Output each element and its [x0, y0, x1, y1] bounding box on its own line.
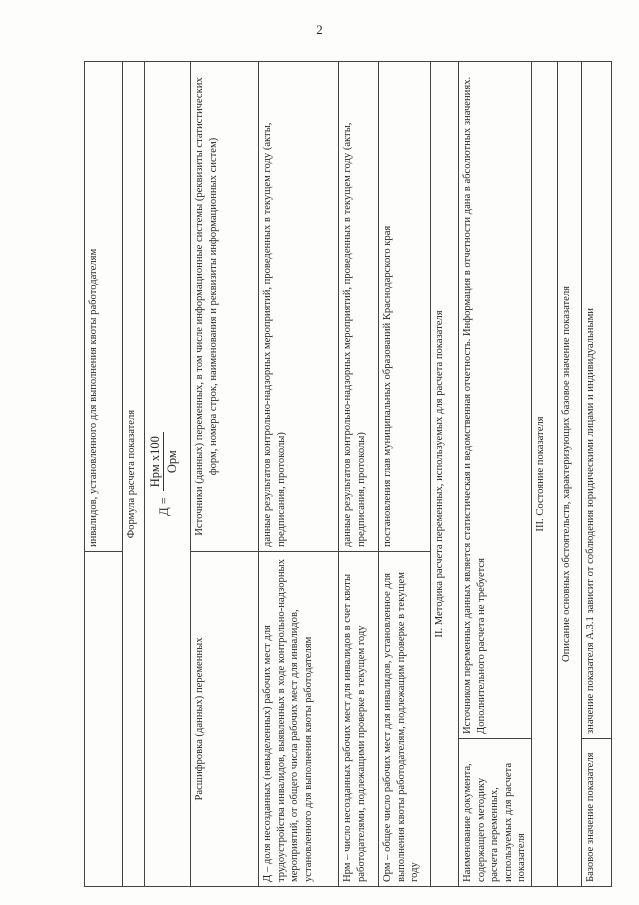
section-2-title: II. Методика расчета переменных, используемых для расчета показателя — [431, 62, 459, 887]
table-row — [581, 62, 611, 887]
formula-header: Формула расчета показателя — [123, 62, 145, 887]
table-row — [557, 62, 581, 887]
formula-lhs: Д = — [156, 497, 171, 516]
table-row — [431, 62, 459, 887]
var-desc: Д – доля несозданных (невыделенных) рабочих мест для трудоустройства инвалидов, выявленных в ходе контрольно-надзорных мероприятий, от общего числа рабочих мест для инвалидов, установленного для выполнения квоты работодателям — [259, 552, 339, 887]
table-row — [191, 62, 259, 887]
table-row — [379, 62, 431, 887]
vars-header-left: Расшифровка (данных) переменных — [191, 552, 259, 887]
vars-header-right: Источники (данных) переменных, в том числе информационные системы (реквизиты статистических форм, номера строк, наименования и реквизиты информационных систем) — [191, 62, 259, 552]
table-row — [259, 62, 339, 887]
formula-fraction — [147, 432, 180, 491]
section-3-title: III. Состояние показателя — [531, 62, 557, 887]
rotated-table-wrapper — [84, 62, 609, 887]
indicator-passport-table — [84, 61, 612, 887]
table-row — [339, 62, 379, 887]
baseline-text: значение показателя А.3.1 зависит от соблюдения юридическими лицами и индивидуальными — [581, 62, 611, 739]
method-doc-name: Наименование документа, содержащего методику расчета переменных, используемых для расчета показателя — [459, 739, 532, 887]
table-cell — [85, 552, 123, 887]
method-source: Источником переменных данных является статистическая и ведомственная отчетность. Информация в отчетности дана в абсолютных значениях. Дополнительного расчета не требуется — [459, 62, 532, 739]
formula-cell — [145, 62, 191, 887]
table-row — [85, 62, 123, 887]
baseline-header: Описание основных обстоятельств, характеризующих базовое значение показателя — [557, 62, 581, 887]
formula-denominator: Орм — [165, 450, 179, 474]
var-source: данные результатов контрольно-надзорных мероприятий, проведенных в текущем году (акты, предписания, протоколы) — [259, 62, 339, 552]
continuation-text: инвалидов, установленного для выполнения квоты работодателям — [85, 62, 123, 552]
var-source: постановления глав муниципальных образований Краснодарского края — [379, 62, 431, 552]
table-row — [531, 62, 557, 887]
table-row — [145, 62, 191, 887]
table-row — [123, 62, 145, 887]
formula — [147, 432, 180, 516]
table-row — [459, 62, 532, 887]
var-desc: Нрм – число несозданных рабочих мест для инвалидов в счет квоты работодателями, подлежащими проверке в текущем году — [339, 552, 379, 887]
var-desc: Орм – общее число рабочих мест для инвалидов, установленное для выполнения квоты работодателям, подлежащим проверке в текущем году — [379, 552, 431, 887]
baseline-label: Базовое значение показателя — [581, 739, 611, 887]
var-source: данные результатов контрольно-надзорных мероприятий, проведенных в текущем году (акты, предписания, протоколы) — [339, 62, 379, 552]
formula-numerator: Нрм х100 — [147, 432, 164, 491]
page-number: 2 — [316, 22, 323, 37]
